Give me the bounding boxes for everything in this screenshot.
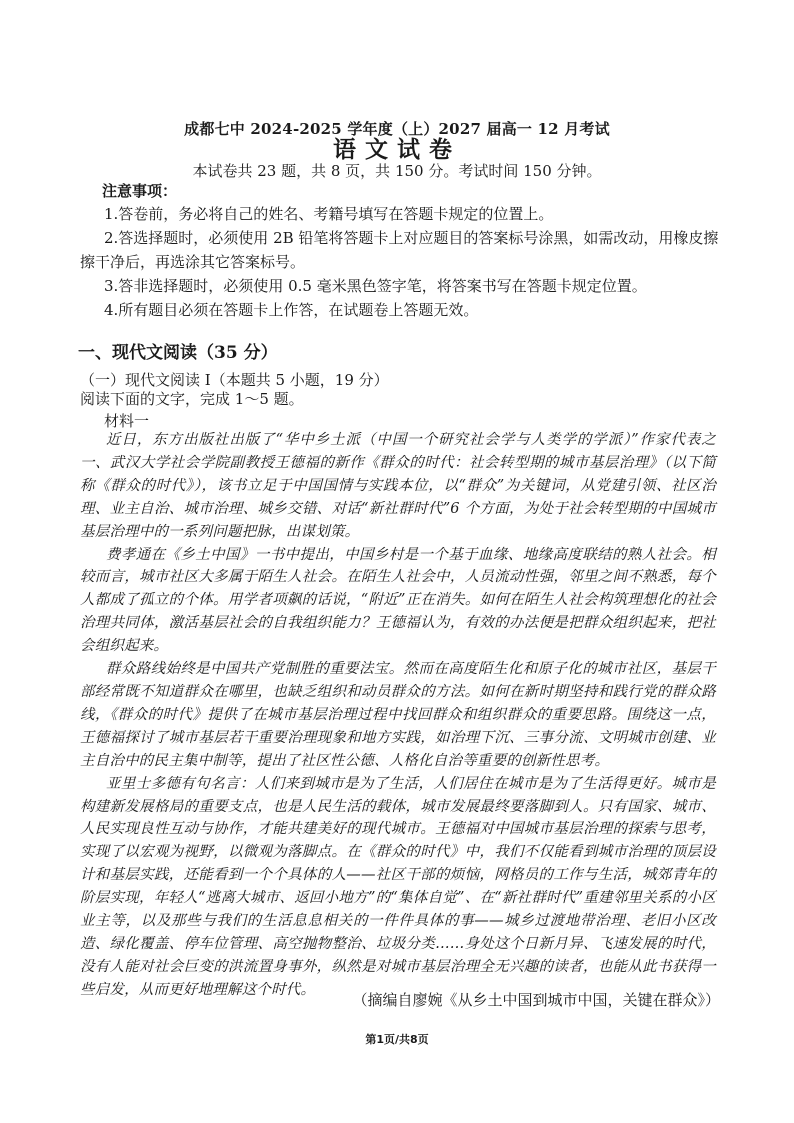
subject-title: 语文试卷 <box>333 136 461 163</box>
passage-source: （摘编自廖婉《从乡土中国到城市中国，关键在群众》） <box>352 991 720 1009</box>
page-number: 第1页/共8页 <box>365 1033 429 1046</box>
note-item: 3.答非选择题时，必须使用 0.5 毫米黑色签字笔，将答案书写在答题卡规定位置。 <box>104 277 647 295</box>
note-item: 2.答选择题时，必须使用 2B 铅笔将答题卡上对应题目的答案标号涂黑，如需改动，用橡皮擦擦干净后，再选涂其它答案标号。 <box>80 229 719 271</box>
exam-info: 本试卷共 23 题，共 8 页，共 150 分。考试时间 150 分钟。 <box>192 162 602 180</box>
passage-paragraph: 群众路线始终是中国共产党制胜的重要法宝。然而在高度陌生化和原子化的城市社区，基层干部经常既不知道群众在哪里，也缺乏组织和动员群众的方法。如何在新时期坚持和践行党的群众路线，《群众的时代》提供了在城市基层治理过程中找回群众和组织群众的重要思路。围绕这一点，王德福探讨了城市基层若干重要治理现象和地方实践，如治理下沉、三事分流、文明城市创建、业主自治中的民主集中制等，提出了社区性公德、人格化自治等重要的创新性思考。 <box>80 661 716 769</box>
reading-instruction: 阅读下面的文字，完成 1～5 题。 <box>80 390 304 408</box>
material-label: 材料一 <box>104 412 150 430</box>
passage-paragraph: 费孝通在《乡土中国》一书中提出，中国乡村是一个基于血缘、地缘高度联结的熟人社会。相较而言，城市社区大多属于陌生人社会。在陌生人社会中，人员流动性强，邻里之间不熟悉，每个人都成了孤立的个体。用学者项飙的话说，“附近”正在消失。如何在陌生人社会构筑理想化的社会治理共同体，激活基层社会的自我组织能力？王德福认为，有效的办法便是把群众组织起来，把社会组织起来。 <box>80 546 716 655</box>
passage-paragraph: 近日，东方出版社出版了“华中乡土派（中国一个研究社会学与人类学的学派）”作家代表之一、武汉大学社会学院副教授王德福的新作《群众的时代：社会转型期的城市基层治理》（以下简称《群众的时代》），该书立足于中国国情与实践本位，以“群众”为关键词，从党建引领、社区治理、业主自治、城市治理、城乡交错、对话“新社群时代”6 个方面，为处于社会转型期的中国城市基层治理中的一系列问题把脉，出谋划策。 <box>80 432 716 540</box>
note-item: 4.所有题目必须在答题卡上作答，在试题卷上答题无效。 <box>104 301 479 319</box>
notes-title: 注意事项： <box>102 182 178 200</box>
note-item: 1.答卷前，务必将自己的姓名、考籍号填写在答题卡规定的位置上。 <box>104 205 554 223</box>
notes-list <box>80 202 720 322</box>
section-subtitle: （一）现代文阅读 I（本题共 5 小题，19 分） <box>80 371 389 389</box>
section-title: 一、现代文阅读（35 分） <box>78 343 278 363</box>
passage-paragraph: 亚里士多德有句名言：人们来到城市是为了生活，人们居住在城市是为了生活得更好。城市是构建新发展格局的重要支点，也是人民生活的载体，城市发展最终要落脚到人。只有国家、城市、人民实现良性互动与协作，才能共建美好的现代城市。王德福对中国城市基层治理的探索与思考，实现了以宏观为视野，以微观为落脚点。在《群众的时代》中，我们不仅能看到城市治理的顶层设计和基层实践，还能看到一个个具体的人——社区干部的烦恼，网格员的工作与生活，城郊青年的阶层实现，年轻人“逃离大城市、返回小地方”的“集体自觉”、在“新社群时代”重建邻里关系的小区业主等，以及那些与我们的生活息息相关的一件件具体的事——城乡过渡地带治理、老旧小区改造、绿化覆盖、停车位管理、高空抛物整治、垃圾分类……身处这个日新月异、飞速发展的时代，没有人能对社会巨变的洪流置身事外，纵然是对城市基层治理全无兴趣的读者，也能从此书获得一些启发，从而更好地理解这个时代。 <box>80 775 716 998</box>
exam-title: 成都七中 2024-2025 学年度（上）2027 届高一 12 月考试 <box>184 120 610 138</box>
reading-passage <box>80 429 716 1002</box>
